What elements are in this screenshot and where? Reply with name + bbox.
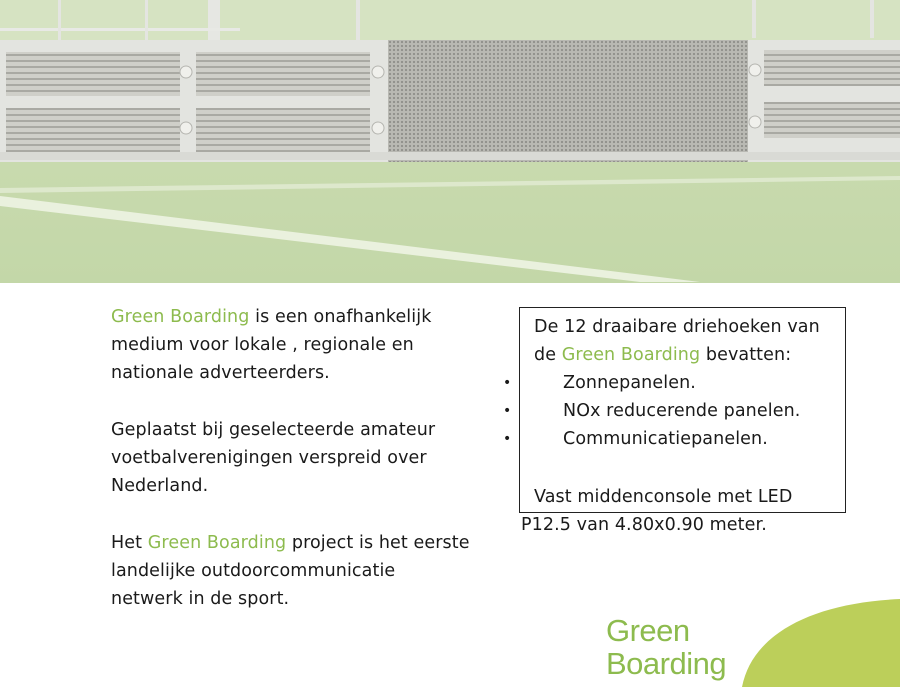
info-footer-line1: Vast middenconsole met LED xyxy=(534,487,793,507)
info-footer-line2: P12.5 van 4.80x0.90 meter. xyxy=(521,515,767,535)
list-item xyxy=(503,397,874,425)
paragraph-project xyxy=(111,529,471,613)
intro-text-column xyxy=(111,303,471,613)
logo-arc-shape xyxy=(700,595,900,687)
hero-stadium-photo xyxy=(0,0,900,283)
paragraph-placement xyxy=(111,416,471,500)
bullet-icon: • xyxy=(503,431,512,447)
list-item-label: Communicatiepanelen. xyxy=(563,429,768,449)
list-item-label: NOx reducerende panelen. xyxy=(563,401,801,421)
paragraph-text: is een onafhankelijk medium voor lokale , regionale en nationale adverteerders. xyxy=(111,307,432,383)
list-item-label: Zonnepanelen. xyxy=(563,373,696,393)
paragraph-text: Geplaatst bij geselecteerde amateur voetbalverenigingen verspreid over Nederland. xyxy=(111,420,436,496)
info-intro-line2 xyxy=(534,341,874,369)
info-box-content xyxy=(503,313,874,539)
logo-line-green: Green xyxy=(606,613,690,648)
paragraph-medium xyxy=(111,303,471,387)
brand-name: Green Boarding xyxy=(147,533,287,553)
paragraph-prefix: Het xyxy=(111,533,148,553)
list-item xyxy=(503,425,874,453)
info-intro-line1: De 12 draaibare driehoeken van xyxy=(534,317,820,337)
list-item xyxy=(503,369,874,397)
green-boarding-logo xyxy=(606,614,726,680)
info-intro-suffix: bevatten: xyxy=(700,345,792,365)
brand-name: Green Boarding xyxy=(561,345,701,365)
logo-line-boarding: Boarding xyxy=(606,646,727,681)
panel-types-list xyxy=(503,369,874,453)
bullet-icon: • xyxy=(503,375,512,391)
bullet-icon: • xyxy=(503,403,512,419)
info-intro-prefix: de xyxy=(534,345,562,365)
paragraph-text: project is het eerste landelijke outdoorcommunicatie netwerk in de sport. xyxy=(111,533,470,609)
brand-name: Green Boarding xyxy=(111,307,250,327)
